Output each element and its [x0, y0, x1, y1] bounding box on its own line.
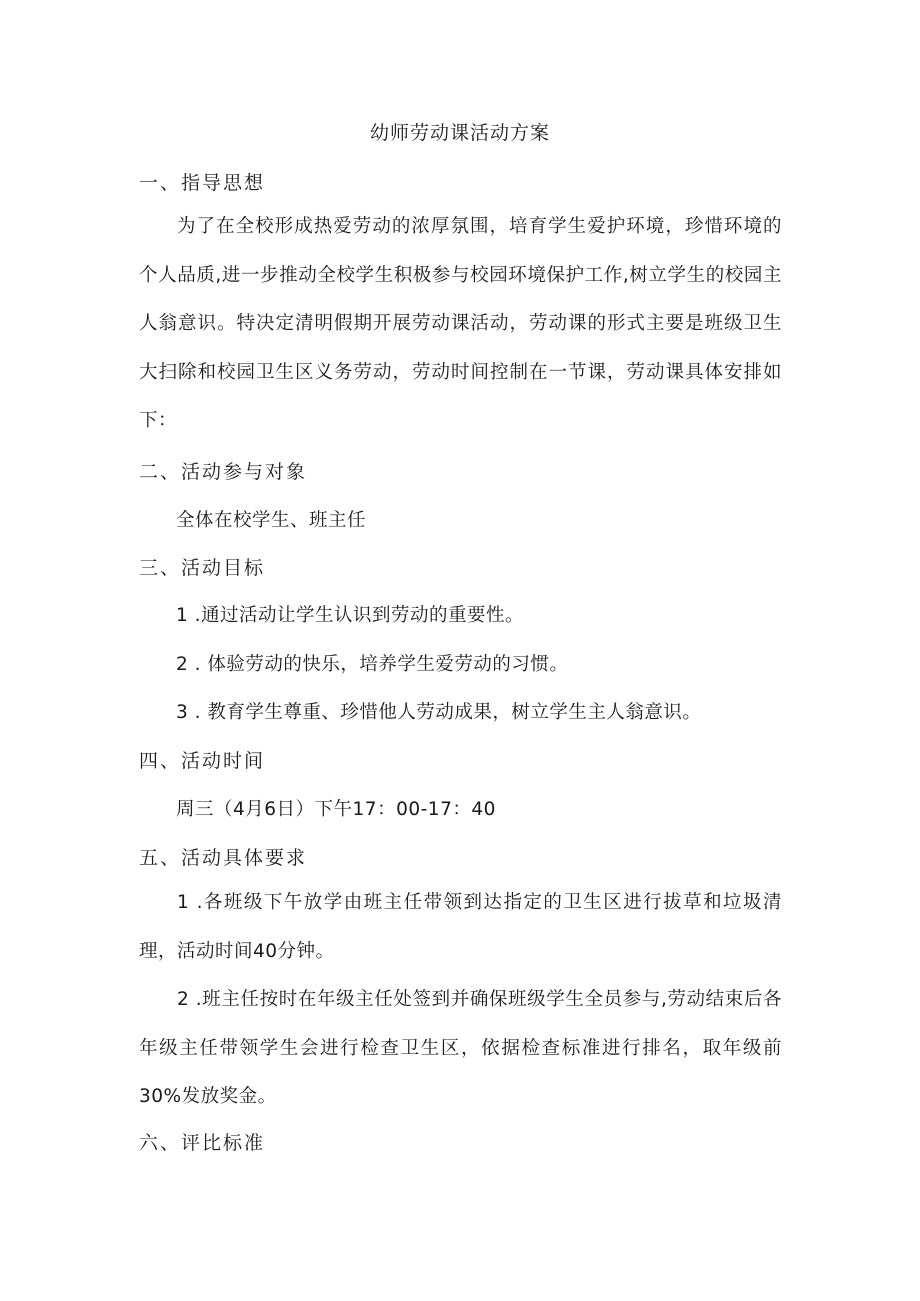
- goal-item-3: 3 . 教育学生尊重、珍惜他人劳动成果，树立学生主人翁意识。: [176, 702, 702, 723]
- participants-line: 全体在校学生、班主任: [176, 510, 367, 531]
- section-heading-guiding-ideology: 一、指导思想: [139, 172, 266, 194]
- activity-time-line: 周三（4月6日）下午17：00-17：40: [176, 799, 496, 820]
- goal-item-1: 1 .通过活动让学生认识到劳动的重要性。: [176, 605, 525, 626]
- requirement-item-2: 2 .班主任按时在年级主任处签到并确保班级学生全员参与,劳动结束后各年级主任带领学生会进行检查卫生区，依据检查标准进行排名，取年级前30%发放奖金。: [139, 989, 782, 1107]
- section-heading-participants: 二、活动参与对象: [139, 461, 308, 483]
- document-title: 幼师劳动课活动方案: [369, 122, 550, 144]
- section-heading-criteria: 六、评比标准: [139, 1132, 266, 1154]
- section-paragraph-guiding-ideology: 为了在全校形成热爱劳动的浓厚氛围，培育学生爱护环境，珍惜环境的个人品质,进一步推动全校学生积极参与校园环境保护工作,树立学生的校园主人翁意识。特决定清明假期开展劳动课活动，劳动课的形式主要是班级卫生大扫除和校园卫生区义务劳动，劳动时间控制在一节课，劳动课具体安排如下：: [139, 216, 782, 431]
- requirement-item-1: 1 .各班级下午放学由班主任带领到达指定的卫生区进行拔草和垃圾清理，活动时间40分钟。: [139, 892, 782, 962]
- section-heading-goals: 三、活动目标: [139, 557, 266, 579]
- section-heading-time: 四、活动时间: [139, 750, 266, 772]
- section-heading-requirements: 五、活动具体要求: [139, 847, 308, 869]
- goal-item-2: 2 . 体验劳动的快乐，培养学生爱劳动的习惯。: [176, 654, 569, 675]
